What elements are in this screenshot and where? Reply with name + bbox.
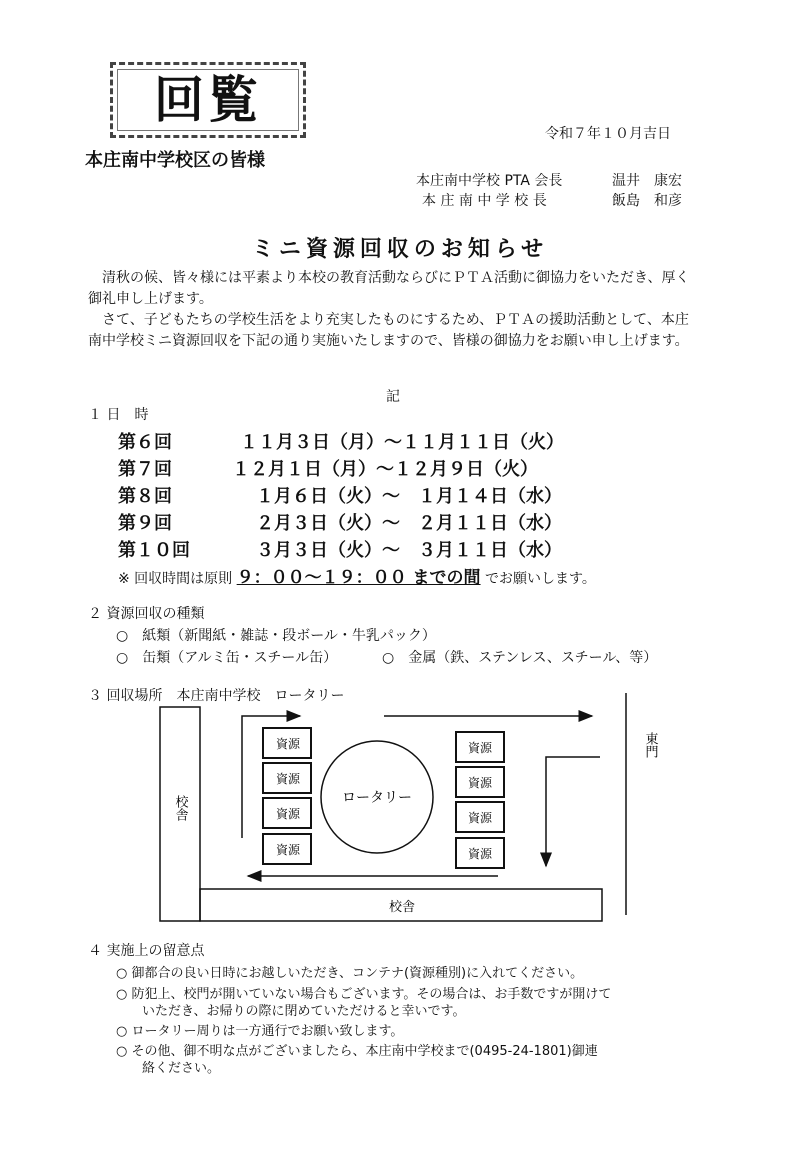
box-label: 資源: [275, 843, 301, 857]
schedule-round: 第８回: [118, 486, 172, 507]
box-label: 資源: [467, 847, 493, 861]
rotary-label: ロータリー: [342, 790, 412, 806]
time-note-hours: ９：００～１９：００ までの間: [236, 568, 481, 588]
sender-pta-name: 温井 康宏: [612, 173, 682, 189]
schedule-dates: １１月３日（月）～１１月１１日（火）: [240, 432, 564, 453]
note-item-continued: いただき、お帰りの際に閉めていただけると幸いです。: [142, 1004, 466, 1019]
arrow-right-down: [546, 757, 600, 866]
schedule-dates: ２月３日（火）～ ２月１１日（水）: [256, 513, 562, 534]
intro-paragraph-2: さて、子どもたちの学校生活をより充実したものにするため、ＰＴＡの援助活動として、本庄南中学校ミニ資源回収を下記の通り実施いたしますので、皆様の御協力をお願い申し上げます。: [88, 312, 689, 349]
box-label: 資源: [467, 811, 493, 825]
box-label: 資源: [275, 807, 301, 821]
box-label: 資源: [275, 737, 301, 751]
sender-principal-org: 本 庄 南 中 学 校 長: [422, 193, 547, 209]
addressee: 本庄南中学校区の皆様: [85, 150, 265, 171]
schedule-round: 第１０回: [118, 540, 190, 561]
schedule-round: 第９回: [118, 513, 172, 534]
note-item: ○ ロータリー周りは一方通行でお願い致します。: [116, 1024, 404, 1039]
sender-pta-org: 本庄南中学校 PTA 会長: [416, 173, 563, 189]
school-bottom-label: 校舎: [388, 900, 416, 915]
schedule-dates: １月６日（火）～ １月１４日（水）: [256, 486, 562, 507]
stamp-text: 回覧: [154, 71, 262, 129]
schedule-round: 第６回: [118, 432, 172, 453]
intro-paragraph-1: 清秋の候、皆々様には平素より本校の教育活動ならびにＰＴＡ活動に御協力をいただき、厚く御礼申し上げます。: [88, 270, 690, 307]
time-note-suffix: でお願いします。: [485, 571, 596, 587]
box-label: 資源: [275, 772, 301, 786]
schedule-heading: １ 日 時: [88, 407, 149, 423]
note-item-continued: 絡ください。: [142, 1061, 221, 1076]
schedule-dates: １２月１日（月）～１２月９日（火）: [232, 459, 538, 480]
issue-date: 令和７年１０月吉日: [545, 126, 671, 142]
note-item: ○ その他、御不明な点がございましたら、本庄南中学校まで(0495-24-1801)御連: [116, 1044, 598, 1059]
time-note-prefix: ※ 回収時間は原則: [118, 571, 233, 587]
note-item: ○ 防犯上、校門が開いていない場合もございます。その場合は、お手数ですが開けて: [116, 987, 612, 1002]
page-title: ミニ資源回収のお知らせ: [251, 237, 549, 262]
type-item-paper: ○ 紙類（新聞紙・雑誌・段ボール・牛乳パック）: [116, 628, 436, 644]
type-item-cans: ○ 缶類（アルミ缶・スチール缶）: [116, 650, 338, 666]
place-heading: ３ 回収場所 本庄南中学校 ロータリー: [88, 688, 345, 704]
note-item: ○ 御都合の良い日時にお越しいただき、コンテナ(資源種別)に入れてください。: [116, 966, 584, 981]
type-item-metal: ○ 金属（鉄、ステンレス、スチール、等）: [382, 650, 658, 666]
notes-heading: ４ 実施上の留意点: [88, 943, 205, 959]
types-heading: ２ 資源回収の種類: [88, 606, 205, 622]
east-gate-label: 東門: [642, 732, 658, 758]
box-label: 資源: [467, 741, 493, 755]
sender-principal-name: 飯島 和彦: [612, 193, 682, 209]
schedule-dates: ３月３日（火）～ ３月１１日（水）: [256, 540, 562, 561]
schedule-round: 第７回: [118, 459, 172, 480]
box-label: 資源: [467, 776, 493, 790]
school-left-label: 校舎: [172, 795, 188, 821]
ki-label: 記: [386, 389, 400, 405]
